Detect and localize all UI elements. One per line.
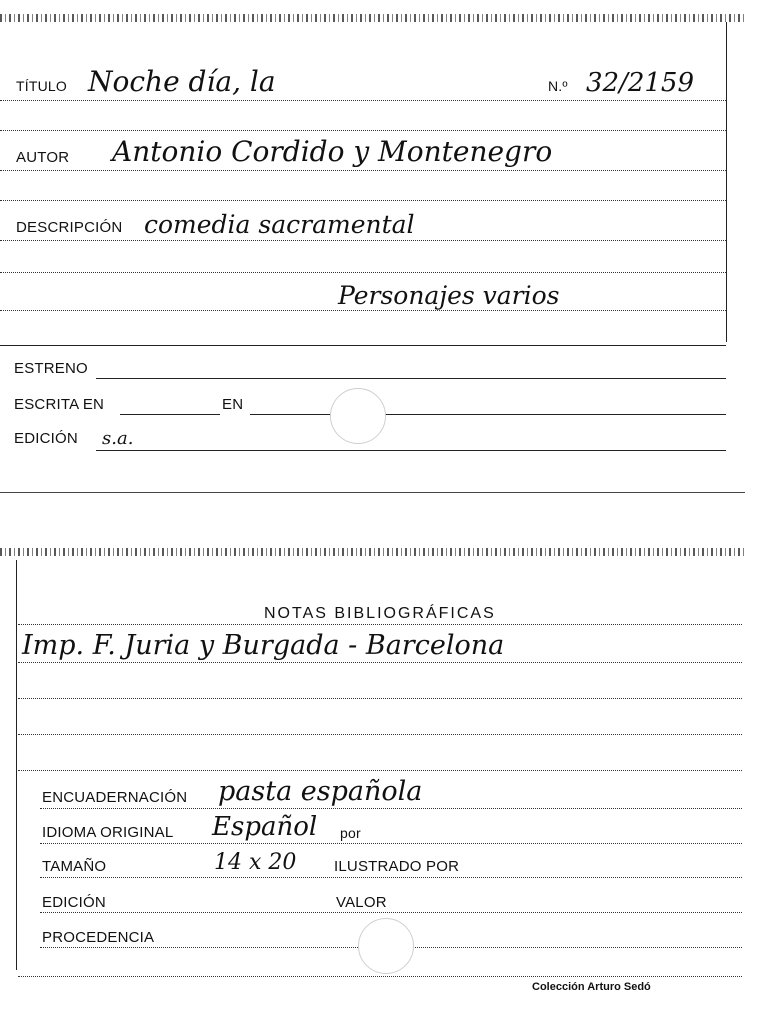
titulo-label: TÍTULO xyxy=(16,78,67,94)
rule xyxy=(40,877,742,878)
rule xyxy=(96,450,726,451)
escrita-en-label: ESCRITA EN xyxy=(14,396,105,413)
estreno-label: ESTRENO xyxy=(14,360,88,377)
notas-heading: NOTAS BIBLIOGRÁFICAS xyxy=(264,605,496,622)
punch-hole xyxy=(330,388,386,444)
rule xyxy=(18,624,742,625)
autor-label: AUTOR xyxy=(16,149,70,166)
descripcion-value: comedia sacramental xyxy=(144,210,415,239)
catalog-card-bottom xyxy=(0,540,759,1028)
rule xyxy=(18,976,742,977)
rule xyxy=(18,698,742,699)
numero-value: 32/2159 xyxy=(586,68,695,98)
numero-label: N.º xyxy=(548,78,568,94)
card-edge xyxy=(16,560,17,970)
descripcion-value-2: Personajes varios xyxy=(338,281,560,310)
collection-credit: Colección Arturo Sedó xyxy=(532,981,651,993)
rule xyxy=(250,414,726,415)
valor-label: VALOR xyxy=(336,894,387,911)
procedencia-label: PROCEDENCIA xyxy=(42,929,155,946)
encuadernacion-label: ENCUADERNACIÓN xyxy=(42,789,188,806)
torn-edge xyxy=(0,548,745,556)
edicion-bottom-label: EDICIÓN xyxy=(42,894,106,911)
por-label: por xyxy=(340,825,361,841)
en-label: EN xyxy=(222,396,244,413)
torn-edge xyxy=(0,14,745,22)
rule xyxy=(0,200,726,201)
tamano-value: 14 x 20 xyxy=(214,850,297,875)
rule xyxy=(18,734,742,735)
rule xyxy=(0,170,726,171)
idioma-value: Español xyxy=(212,812,318,842)
card-separator xyxy=(0,492,745,493)
rule xyxy=(0,100,726,101)
punch-hole xyxy=(358,918,414,974)
rule xyxy=(40,843,742,844)
rule xyxy=(0,272,726,273)
card-edge xyxy=(726,22,727,342)
rule xyxy=(0,345,726,346)
rule xyxy=(40,808,742,809)
idioma-label: IDIOMA ORIGINAL xyxy=(42,824,174,841)
rule xyxy=(0,240,726,241)
rule xyxy=(0,310,726,311)
notas-value: Imp. F. Juria y Burgada - Barcelona xyxy=(22,630,505,661)
rule xyxy=(120,414,220,415)
encuadernacion-value: pasta española xyxy=(218,776,423,807)
tamano-label: TAMAÑO xyxy=(42,858,107,875)
catalog-card-top xyxy=(0,0,759,492)
rule xyxy=(18,662,742,663)
rule xyxy=(18,770,742,771)
ilustrado-label: ILUSTRADO POR xyxy=(334,858,460,875)
rule xyxy=(40,912,742,913)
edicion-label: EDICIÓN xyxy=(14,430,78,447)
rule xyxy=(0,130,726,131)
autor-value: Antonio Cordido y Montenegro xyxy=(112,135,553,168)
edicion-value: s.a. xyxy=(102,428,134,449)
titulo-value: Noche día, la xyxy=(88,65,276,98)
rule xyxy=(96,378,726,379)
descripcion-label: DESCRIPCIÓN xyxy=(16,219,123,236)
